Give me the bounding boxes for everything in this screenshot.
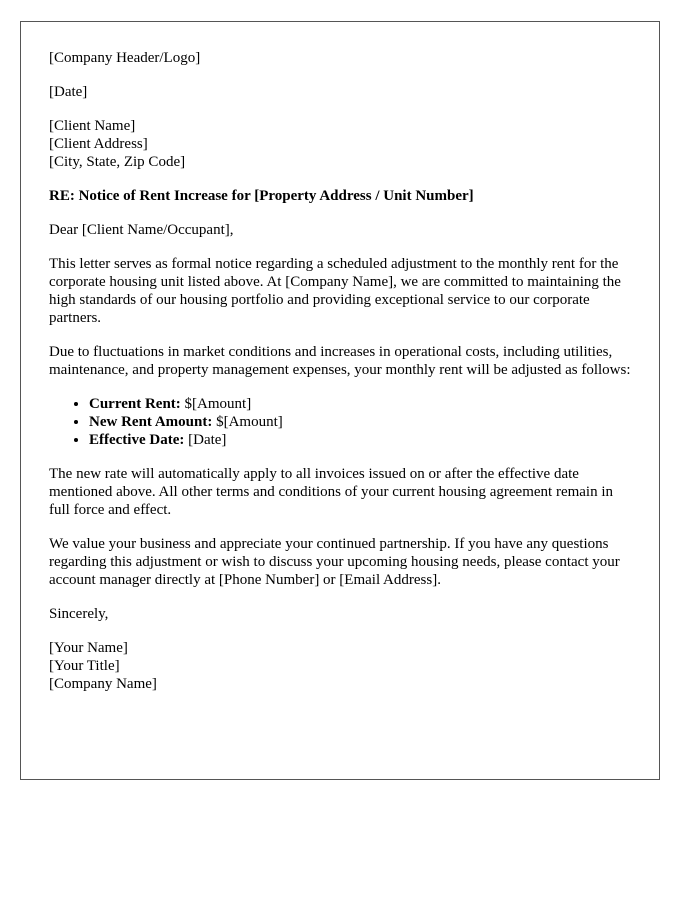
letter-page [20, 21, 660, 780]
client-address: [Client Address] [49, 136, 148, 152]
signature-name: [Your Name] [49, 640, 128, 656]
subject-line: RE: Notice of Rent Increase for [Property Address / Unit Number] [49, 188, 474, 204]
current-rent-value: $[Amount] [180, 396, 252, 412]
signoff: Sincerely, [49, 606, 109, 622]
client-city-state-zip: [City, State, Zip Code] [49, 154, 186, 170]
list-item-new-rent [89, 413, 631, 431]
rent-details-list [49, 395, 631, 449]
company-header: [Company Header/Logo] [49, 50, 201, 66]
signature-company: [Company Name] [49, 676, 157, 692]
body-paragraph-adjustment: Due to fluctuations in market conditions and increases in operational costs, including utilities, maintenance, and property management expenses, your monthly rent will be adjusted as follows: [49, 344, 631, 378]
salutation: Dear [Client Name/Occupant], [49, 222, 234, 238]
body-paragraph-terms: The new rate will automatically apply to all invoices issued on or after the effective date mentioned above. All other terms and conditions of your current housing agreement remain in full force and effect. [49, 466, 614, 518]
list-item-effective-date [89, 431, 631, 449]
effective-date-value: [Date] [184, 432, 227, 448]
client-name: [Client Name] [49, 118, 136, 134]
client-address-block [49, 117, 631, 171]
body-paragraph-contact: We value your business and appreciate your continued partnership. If you have any questions regarding this adjustment or wish to discuss your upcoming housing needs, please contact your account manager directly at [Phone Number] or [Email Address]. [49, 536, 620, 588]
letter-date: [Date] [49, 84, 88, 100]
current-rent-label: Current Rent: [89, 396, 181, 412]
effective-date-label: Effective Date: [89, 432, 185, 448]
signature-block [49, 639, 631, 693]
new-rent-value: $[Amount] [212, 414, 283, 430]
signature-title: [Your Title] [49, 658, 120, 674]
body-paragraph-intro: This letter serves as formal notice regarding a scheduled adjustment to the monthly rent for the corporate housing unit listed above. At [Company Name], we are committed to maintaining the high standards of our housing portfolio and providing exceptional service to our corporate partners. [49, 256, 621, 326]
new-rent-label: New Rent Amount: [89, 414, 213, 430]
list-item-current-rent [89, 395, 631, 413]
